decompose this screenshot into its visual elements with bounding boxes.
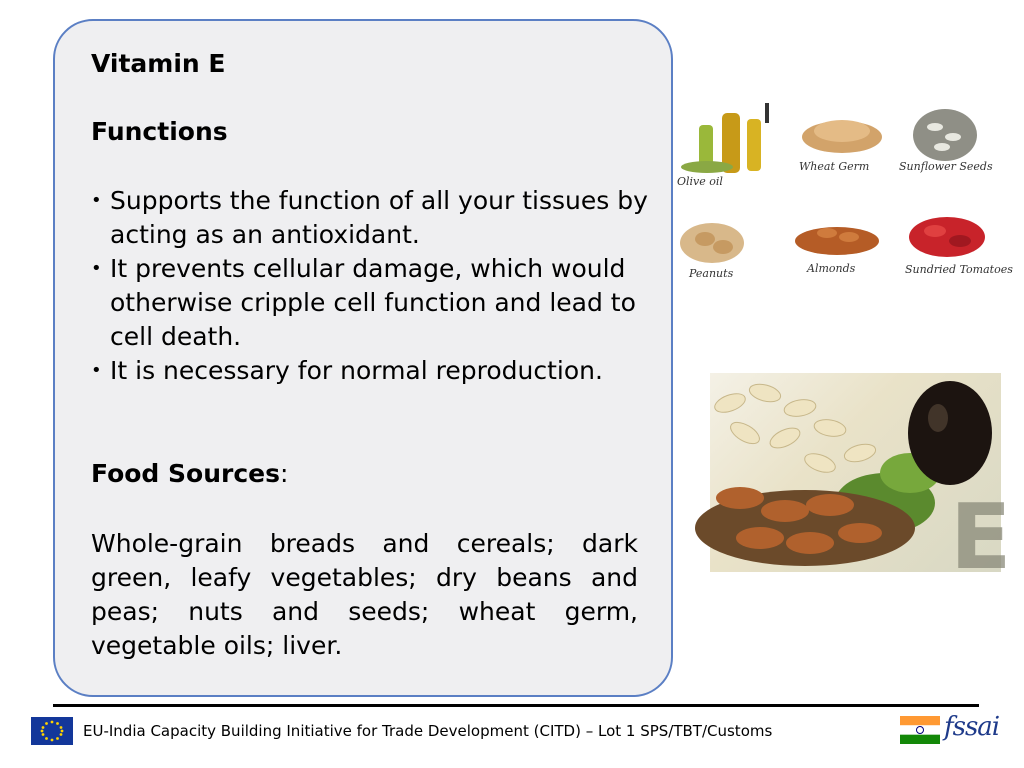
list-item	[91, 354, 651, 388]
bullet-text: It prevents cellular damage, which would otherwise cripple cell function and lead to cell death.	[110, 254, 636, 351]
footer-divider	[53, 704, 979, 707]
peanuts-icon	[680, 223, 744, 263]
bullet-text: Supports the function of all your tissues by acting as an antioxidant.	[110, 186, 648, 249]
almonds-icon	[795, 227, 879, 255]
food-label: Olive oil	[677, 175, 723, 188]
food-sources-heading	[91, 459, 288, 488]
list-item	[91, 252, 651, 354]
vitamin-e-photo	[710, 373, 1012, 590]
food-sources-label: Food Sources	[91, 459, 280, 488]
eu-flag-icon	[31, 717, 73, 745]
india-flag-icon	[900, 716, 940, 744]
food-label: Wheat Germ	[799, 160, 870, 173]
sundried-tomatoes-icon	[909, 217, 985, 257]
sunflower-seeds-icon	[913, 109, 977, 161]
food-label: Almonds	[807, 262, 856, 275]
vitamin-e-illustration	[710, 373, 1012, 590]
food-label: Peanuts	[689, 267, 734, 280]
bullet-icon: •	[91, 190, 102, 211]
footer-text: EU-India Capacity Building Initiative for Trade Development (CITD) – Lot 1 SPS/TBT/Customs	[83, 722, 773, 740]
functions-heading: Functions	[91, 117, 228, 146]
bullet-icon: •	[91, 360, 102, 381]
food-sources-colon: :	[279, 459, 289, 488]
functions-list	[91, 184, 651, 388]
food-sources-image	[677, 95, 1013, 295]
slide-title: Vitamin E	[91, 49, 226, 78]
fssai-logo: fssai	[944, 712, 1000, 742]
food-label: Sundried Tomatoes	[905, 263, 1013, 276]
food-label: Sunflower Seeds	[899, 160, 993, 173]
list-item	[91, 184, 651, 252]
bullet-icon: •	[91, 258, 102, 279]
bullet-text: It is necessary for normal reproduction.	[110, 356, 603, 385]
vitamin-e-letter: E	[950, 485, 1012, 590]
food-sources-text: Whole-grain breads and cereals; dark green, leafy vegetables; dry beans and peas; nuts and seeds; wheat germ, vegetable oils; liver.	[91, 529, 638, 660]
wheat-germ-icon	[802, 120, 882, 153]
olive-oil-icon	[681, 103, 769, 173]
